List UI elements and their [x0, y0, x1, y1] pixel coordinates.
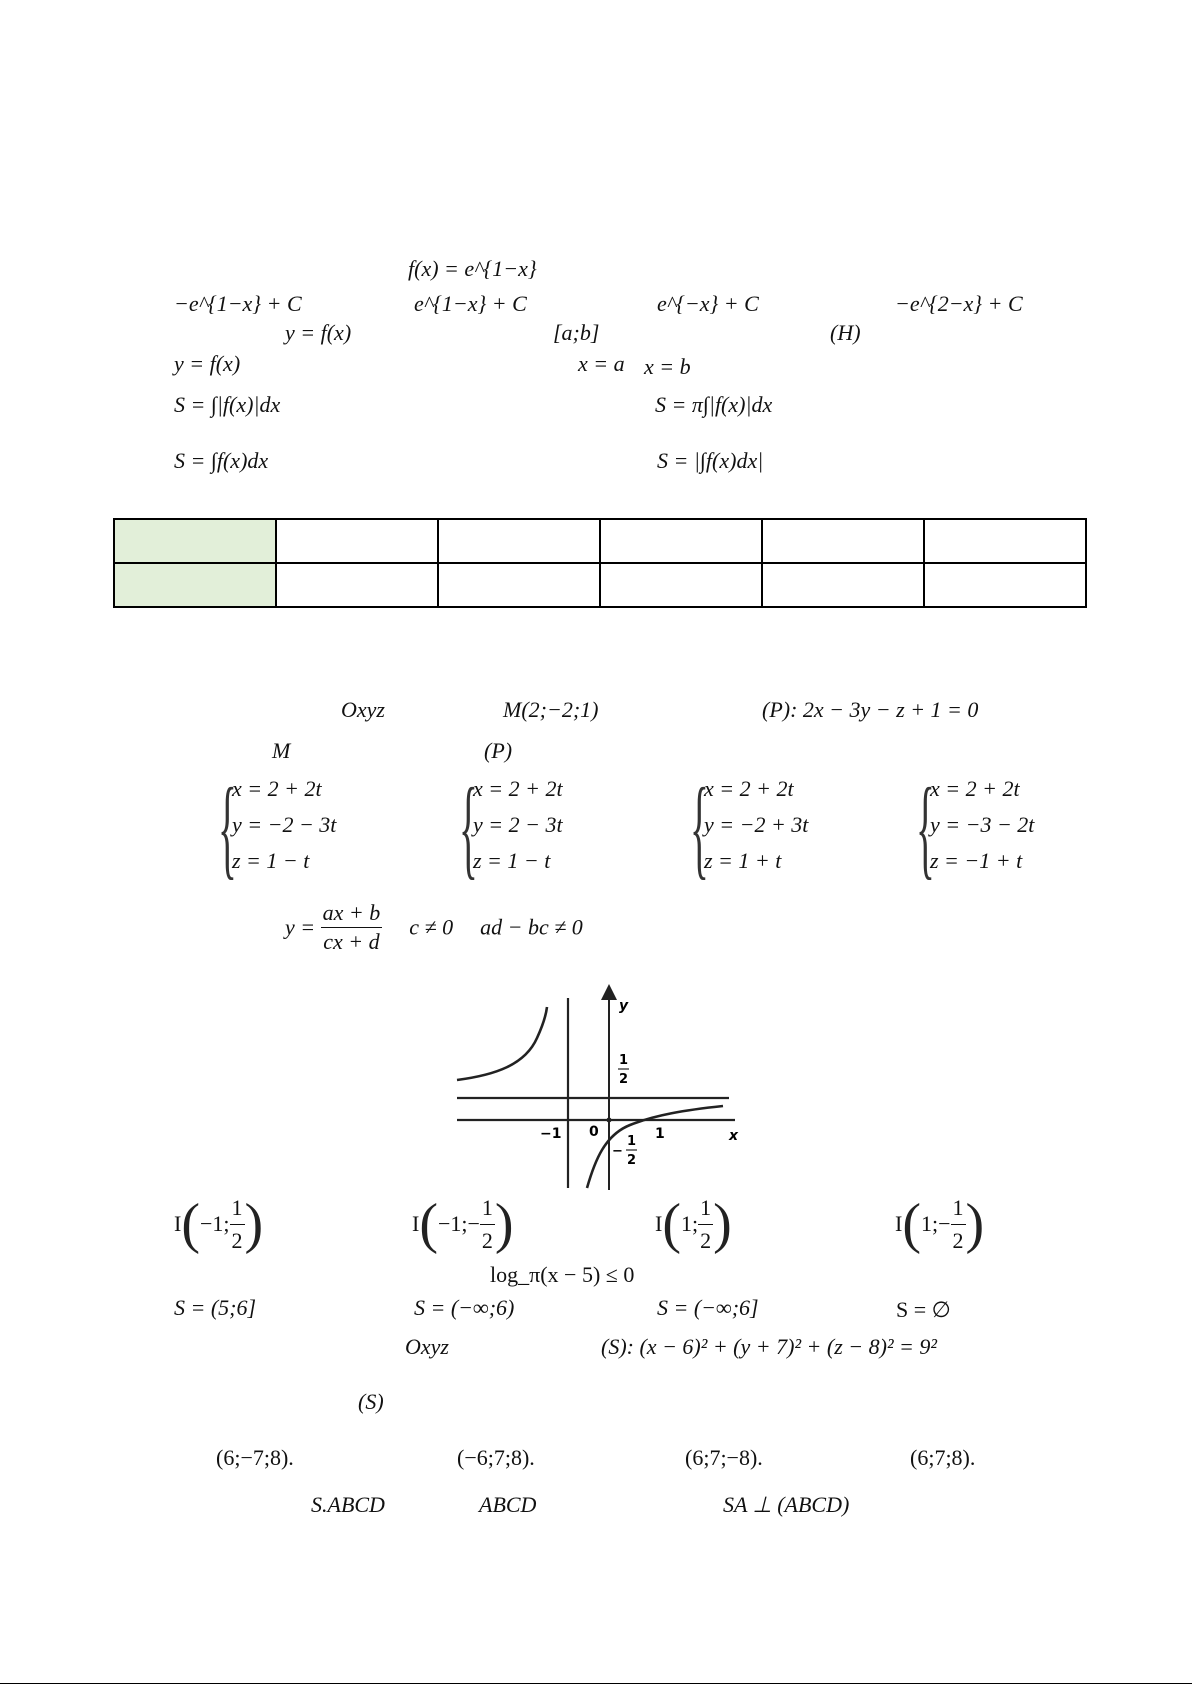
q1-option-b: e^{1−x} + C [414, 291, 527, 316]
q4-lhs: y = [285, 914, 316, 940]
answer-table-cell[interactable] [924, 519, 1086, 563]
answer-table-cell[interactable] [276, 563, 438, 607]
q7-pyramid: S.ABCD [311, 1492, 385, 1517]
answer-table [113, 518, 1087, 608]
paren-close: ) [494, 1193, 514, 1255]
q3-point-ref: M [272, 738, 291, 763]
q2-bound-a: x = a [578, 351, 625, 376]
svg-text:2: 2 [619, 1072, 629, 1087]
q3-option-a-x: x = 2 + 2t [232, 776, 322, 801]
point-label: I [412, 1211, 420, 1236]
fraction-num: 1 [698, 1195, 713, 1225]
brace-glyph: { [916, 766, 935, 890]
fraction-num: 1 [230, 1195, 245, 1225]
q3-option-b-z: z = 1 − t [473, 848, 551, 873]
paren-open: ( [662, 1193, 681, 1255]
q3-option-c-x: x = 2 + 2t [704, 776, 794, 801]
q7-perpendicular: SA ⊥ (ABCD) [723, 1492, 850, 1517]
q3-option-d-z: z = −1 + t [930, 848, 1023, 873]
fraction-den: 2 [952, 1227, 964, 1253]
q3-plane-ref: (P) [484, 738, 513, 763]
fraction-den: 2 [700, 1227, 712, 1253]
q3-option-c-z: z = 1 + t [704, 848, 782, 873]
hyperbola-graph [455, 980, 755, 1190]
q2-curve-2: y = f(x) [174, 351, 241, 376]
page-footer-rule [0, 1683, 1192, 1684]
q1-option-c: e^{−x} + C [657, 291, 759, 316]
brace-glyph: { [690, 766, 709, 890]
brace-glyph: { [459, 766, 478, 890]
q3-option-c-y: y = −2 + 3t [704, 812, 809, 837]
x-tick-minus1: −1 [540, 1126, 562, 1142]
q3-option-a-z: z = 1 − t [232, 848, 310, 873]
q2-option-a: S = ∫|f(x)|dx [174, 392, 281, 417]
answer-table-cell[interactable] [762, 563, 924, 607]
q3-option-b-y: y = 2 − 3t [473, 812, 563, 837]
q4-function [285, 902, 583, 953]
answer-table-cell[interactable] [762, 519, 924, 563]
svg-text:2: 2 [627, 1153, 637, 1168]
q2-bound-b: x = b [644, 354, 691, 379]
point-label: I [895, 1211, 903, 1236]
q3-plane: (P): 2x − 3y − z + 1 = 0 [762, 697, 979, 722]
paren-close: ) [965, 1193, 985, 1255]
fraction-num: 1 [951, 1195, 966, 1225]
q4-option-a: I(−1; $\frac{1}{2}$ ) [174, 1193, 264, 1255]
q6-equation: (S): (x − 6)² + (y + 7)² + (z − 8)² = 9² [601, 1334, 937, 1359]
q6-option-d: (6;7;8). [910, 1445, 976, 1470]
q1-function [408, 258, 537, 280]
y-tick-half [618, 1053, 629, 1087]
q7-base: ABCD [479, 1492, 537, 1517]
answer-table-cell[interactable] [924, 563, 1086, 607]
q4-numerator: ax + b [321, 902, 383, 928]
x-tick-0: 0 [589, 1124, 599, 1140]
answer-table-cell[interactable] [600, 563, 762, 607]
q2-curve: y = f(x) [285, 320, 352, 345]
point-coord: 1;− [920, 1211, 951, 1236]
point-label: I [655, 1211, 663, 1236]
q6-option-b: (−6;7;8). [457, 1445, 535, 1470]
q2-option-b: S = π∫|f(x)|dx [655, 392, 773, 417]
q2-option-d: S = |∫f(x)dx| [657, 448, 764, 473]
q3-option-a-y: y = −2 − 3t [232, 812, 337, 837]
answer-table-cell[interactable] [600, 519, 762, 563]
q4-condition-1: c ≠ 0 [409, 914, 454, 940]
answer-table-cell[interactable] [438, 563, 600, 607]
svg-text:1: 1 [619, 1053, 629, 1068]
q5-option-b: S = (−∞;6) [414, 1295, 515, 1320]
svg-text:−: − [612, 1144, 623, 1159]
q5-inequality: log_π(x − 5) ≤ 0 [490, 1262, 635, 1287]
q3-point: M(2;−2;1) [503, 697, 599, 722]
q1-option-d: −e^{2−x} + C [895, 291, 1023, 316]
x-axis-label: x [729, 1128, 739, 1144]
q6-option-a: (6;−7;8). [216, 1445, 294, 1470]
q4-condition-2: ad − bc ≠ 0 [480, 914, 583, 940]
q4-option-c [655, 1192, 732, 1256]
curve-left-branch [457, 1007, 547, 1080]
point-fraction [951, 1195, 966, 1254]
paren-open: ( [902, 1193, 921, 1255]
q1-function-text: f(x) = e^{1−x} [408, 256, 537, 281]
answer-table-cell[interactable] [438, 519, 600, 563]
answer-table-head-cell [114, 563, 276, 607]
point-coord: −1;− [437, 1211, 480, 1236]
answer-table-head-cell [114, 519, 276, 563]
q6-option-c: (6;7;−8). [685, 1445, 763, 1470]
fraction-num: 1 [480, 1195, 495, 1225]
fraction-den: 2 [231, 1227, 243, 1253]
q5-option-c: S = (−∞;6] [657, 1295, 759, 1320]
answer-table-cell[interactable] [276, 519, 438, 563]
paren-close: ) [713, 1193, 732, 1255]
q6-sphere-ref: (S) [358, 1389, 384, 1414]
x-tick-1: 1 [655, 1126, 665, 1142]
q2-option-c: S = ∫f(x)dx [174, 448, 269, 473]
q3-option-b-x: x = 2 + 2t [473, 776, 563, 801]
q1-option-a: −e^{1−x} + C [174, 291, 302, 316]
q5-option-d: S = ∅ [896, 1297, 951, 1322]
paren-open: ( [181, 1193, 200, 1255]
paren-close: ) [244, 1193, 264, 1255]
brace-glyph: { [218, 766, 237, 890]
point-fraction [480, 1195, 495, 1254]
fraction-den: 2 [481, 1227, 493, 1253]
y-axis-label: y [619, 998, 629, 1014]
origin-dot [607, 1118, 612, 1123]
q5-option-a: S = (5;6] [174, 1295, 257, 1320]
point-fraction [698, 1195, 713, 1254]
q4-denominator: cx + d [323, 929, 380, 954]
answer-table-row [114, 519, 1086, 563]
q2-region: (H) [830, 320, 861, 345]
q3-option-d-x: x = 2 + 2t [930, 776, 1020, 801]
point-label: I [174, 1211, 182, 1236]
point-coord: −1 [199, 1211, 224, 1236]
q4-option-b [412, 1192, 514, 1256]
q4-fraction [321, 902, 383, 953]
y-tick-minus-half [612, 1134, 637, 1168]
point-fraction [230, 1195, 245, 1254]
q3-option-d-y: y = −3 − 2t [930, 812, 1035, 837]
q3-system: Oxyz [341, 697, 385, 722]
svg-text:1: 1 [627, 1134, 637, 1149]
q2-interval: [a;b] [553, 320, 600, 345]
q6-system: Oxyz [405, 1334, 449, 1359]
paren-open: ( [419, 1193, 438, 1255]
answer-table-row [114, 563, 1086, 607]
q4-option-d [895, 1192, 984, 1256]
point-coord: 1; [680, 1211, 699, 1236]
